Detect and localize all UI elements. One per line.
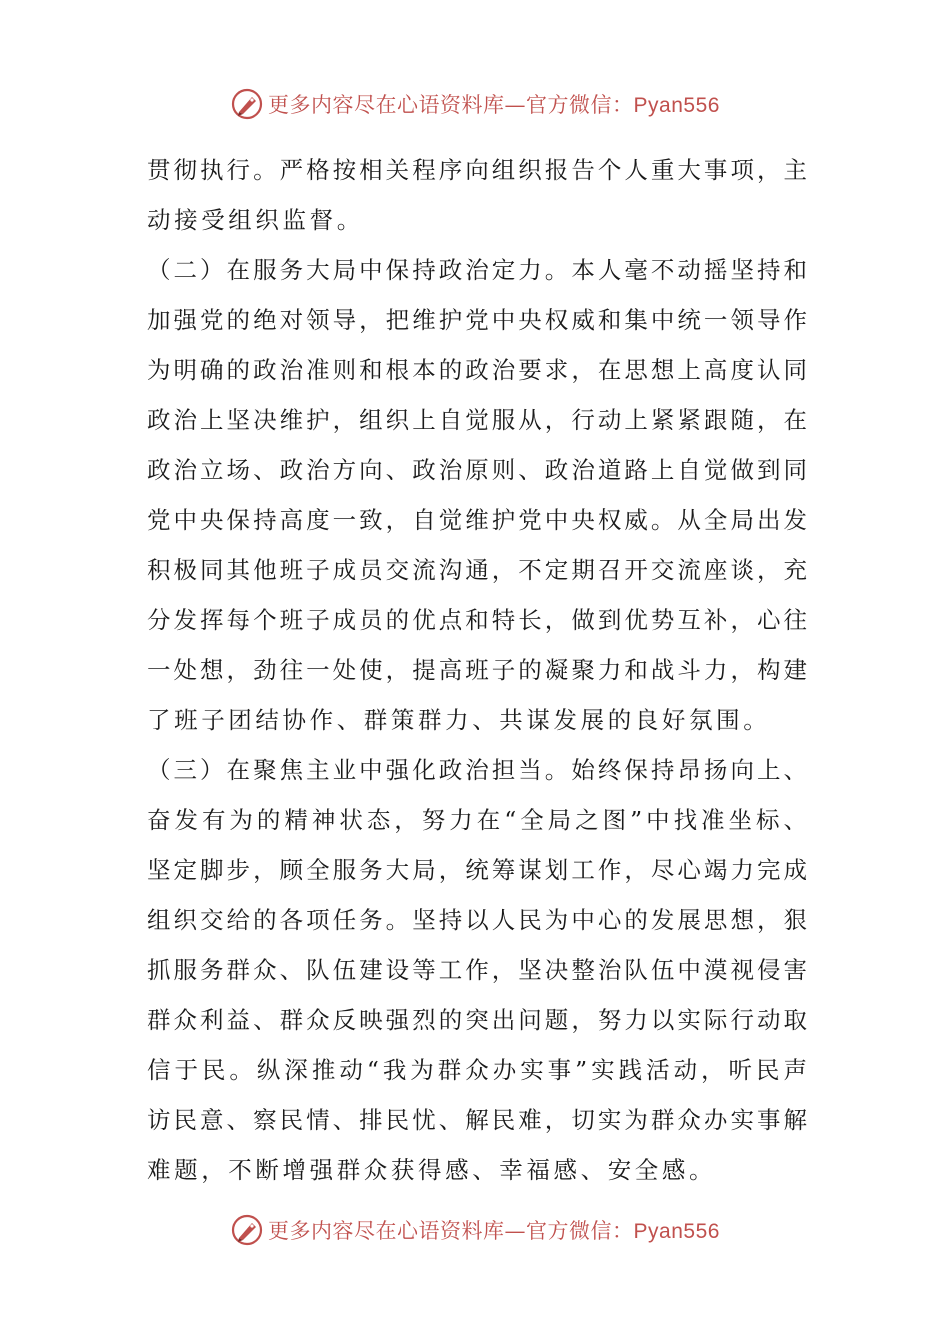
text-line: 抓服务群众、队伍建设等工作，坚决整治队伍中漠视侵害 (147, 956, 807, 984)
banner-label: 更多内容尽在心语资料库—官方微信： (268, 1219, 634, 1243)
banner-wechat-id: Pyan556 (633, 1220, 720, 1243)
footer-banner (0, 1208, 950, 1252)
banner-text (268, 1215, 720, 1245)
banner-text (268, 89, 720, 119)
text-line: 为明确的政治准则和根本的政治要求，在思想上高度认同 (147, 356, 807, 384)
text-line: 奋发有为的精神状态，努力在“全局之图”中找准坐标、 (147, 806, 807, 834)
text-line: 了班子团结协作、群策群力、共谋发展的良好氛围。 (147, 706, 771, 734)
text-line: 积极同其他班子成员交流沟通，不定期召开交流座谈，充 (147, 556, 807, 584)
banner-label: 更多内容尽在心语资料库—官方微信： (268, 93, 634, 117)
text-line: 加强党的绝对领导，把维护党中央权威和集中统一领导作 (147, 306, 807, 334)
text-line: 组织交给的各项任务。坚持以人民为中心的发展思想，狠 (147, 906, 807, 934)
text-line: 党中央保持高度一致，自觉维护党中央权威。从全局出发 (147, 506, 807, 534)
text-line: 访民意、察民情、排民忧、解民难，切实为群众办实事解 (147, 1106, 807, 1134)
text-line: 群众利益、群众反映强烈的突出问题，努力以实际行动取 (147, 1006, 807, 1034)
text-line: 政治立场、政治方向、政治原则、政治道路上自觉做到同 (147, 456, 807, 484)
text-line: 难题，不断增强群众获得感、幸福感、安全感。 (147, 1156, 717, 1184)
text-line: 动接受组织监督。 (147, 206, 364, 234)
banner-wechat-id: Pyan556 (633, 94, 720, 117)
header-banner (0, 82, 950, 126)
text-line: （三）在聚焦主业中强化政治担当。始终保持昂扬向上、 (147, 756, 807, 784)
pen-nib-logo-icon (230, 87, 264, 121)
pen-nib-logo-icon (230, 1213, 264, 1247)
text-line: 一处想，劲往一处使，提高班子的凝聚力和战斗力，构建 (147, 656, 807, 684)
text-line: 信于民。纵深推动“我为群众办实事”实践活动，听民声 (147, 1056, 807, 1084)
text-line: 贯彻执行。严格按相关程序向组织报告个人重大事项，主 (147, 156, 807, 184)
text-line: 分发挥每个班子成员的优点和特长，做到优势互补，心往 (147, 606, 807, 634)
document-body (147, 145, 807, 1195)
text-line: （二）在服务大局中保持政治定力。本人毫不动摇坚持和 (147, 256, 807, 284)
text-line: 政治上坚决维护，组织上自觉服从，行动上紧紧跟随，在 (147, 406, 807, 434)
text-line: 坚定脚步，顾全服务大局，统筹谋划工作，尽心竭力完成 (147, 856, 807, 884)
